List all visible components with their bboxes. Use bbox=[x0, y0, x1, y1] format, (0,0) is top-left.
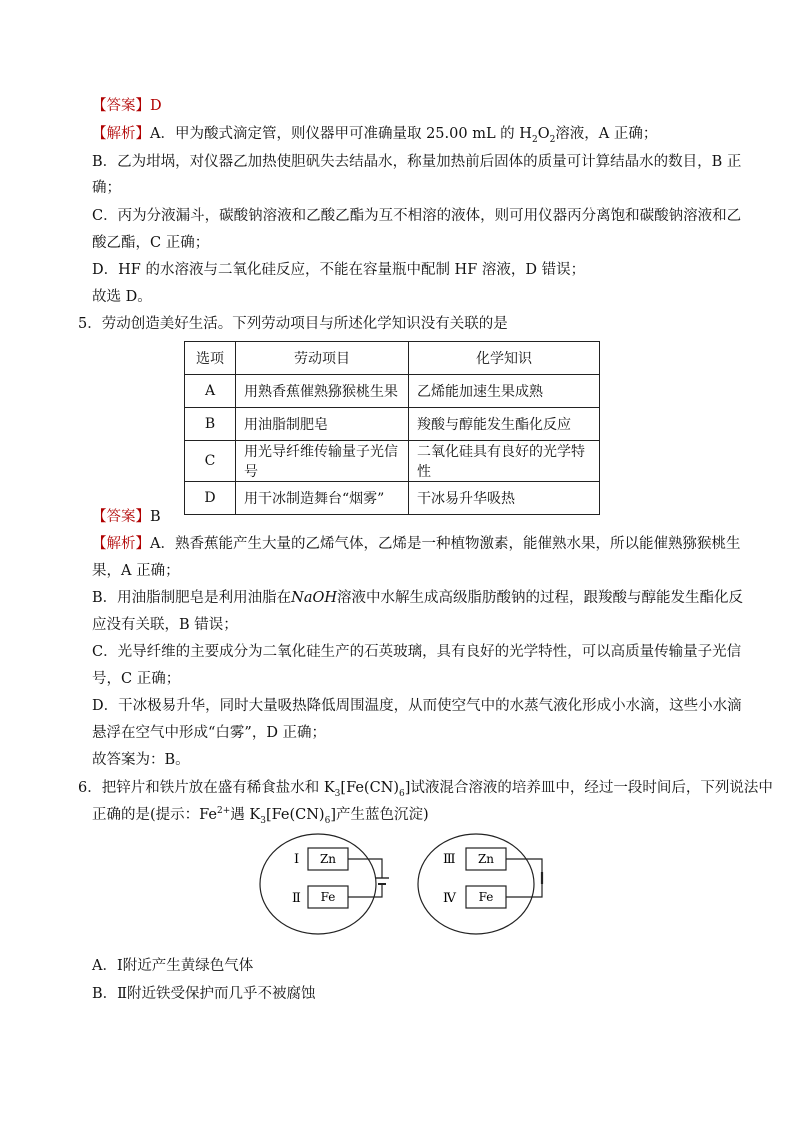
zn-label-right: Zn bbox=[477, 852, 495, 866]
table-header-cell: 劳动项目 bbox=[236, 342, 409, 375]
q5-analysis-b1: B．用油脂制肥皂是利用油脂在NaOH溶液中水解生成高级脂肪酸钠的过程，跟羧酸与醇能发生酯化反 bbox=[92, 590, 744, 606]
answer-value: B bbox=[150, 509, 161, 525]
numeral-iv: Ⅳ bbox=[443, 891, 456, 906]
table-cell: 乙烯能加速生果成熟 bbox=[409, 375, 600, 408]
answer-value: D bbox=[150, 98, 162, 114]
q5-analysis-a1: 【解析】A．熟香蕉能产生大量的乙烯气体，乙烯是一种植物激素，能催熟水果，所以能催熟猕猴桃生 bbox=[92, 536, 741, 552]
table-cell: 用熟香蕉催熟猕猴桃生果 bbox=[236, 375, 409, 408]
q5-analysis-b2: 应没有关联，B 错误； bbox=[92, 617, 238, 633]
answer-tag: 【答案】 bbox=[92, 98, 150, 114]
q4-answer-line bbox=[92, 96, 162, 116]
q4-analysis-d1: D．HF 的水溶液与二氧化硅反应，不能在容量瓶中配制 HF 溶液，D 错误； bbox=[92, 262, 586, 278]
fe-label-right: Fe bbox=[478, 890, 494, 904]
table-row bbox=[185, 408, 600, 441]
q5-table bbox=[184, 341, 600, 515]
q5-analysis-c2: 号，C 正确； bbox=[92, 671, 181, 687]
table-header-cell: 选项 bbox=[185, 342, 236, 375]
analysis-tag: 【解析】 bbox=[92, 536, 150, 552]
q5-analysis-a2: 果，A 正确； bbox=[92, 563, 180, 579]
table-cell: 用干冰制造舞台“烟雾” bbox=[236, 482, 409, 515]
table-cell: 羧酸与醇能发生酯化反应 bbox=[409, 408, 600, 441]
q5-analysis-c1: C．光导纤维的主要成分为二氧化硅生产的石英玻璃，具有良好的光学特性，可以高质量传输量子光信 bbox=[92, 644, 742, 660]
analysis-tag: 【解析】 bbox=[92, 126, 150, 142]
table-cell: 二氧化硅具有良好的光学特性 bbox=[409, 441, 600, 482]
table-row bbox=[185, 482, 600, 515]
table-header-row bbox=[185, 342, 600, 375]
numeral-i: Ⅰ bbox=[294, 852, 300, 867]
fe-label-left: Fe bbox=[320, 890, 336, 904]
numeral-iii: Ⅲ bbox=[443, 852, 456, 867]
wire-bottom-left bbox=[348, 884, 382, 897]
wire-top-left bbox=[348, 859, 382, 878]
electrochem-diagram bbox=[258, 832, 558, 938]
q6-stem-line1: 6．把锌片和铁片放在盛有稀食盐水和 $K_3[Fe(CN)_6]$试液混合溶液的培养皿中，经过一段时间后，下列说法中 bbox=[78, 780, 773, 799]
wire-right bbox=[506, 859, 542, 897]
q6-stem-line2: 正确的是(提示：$Fe^{2+}$遇 $K_3[Fe(CN)_6]$产生蓝色沉淀) bbox=[92, 806, 429, 826]
table-cell: 用油脂制肥皂 bbox=[236, 408, 409, 441]
q5-answer-line bbox=[92, 507, 161, 527]
zn-label-left: Zn bbox=[319, 852, 337, 866]
q4-analysis-b2: 确； bbox=[92, 180, 121, 196]
table-cell: A bbox=[185, 375, 236, 408]
table-cell: 干冰易升华吸热 bbox=[409, 482, 600, 515]
q4-analysis-a: 【解析】A．甲为酸式滴定管，则仪器甲可准确量取 25.00 mL 的 $H_2O_2$溶液，A 正确； bbox=[92, 126, 658, 145]
q4-conclusion: 故选 D。 bbox=[92, 289, 152, 305]
option-b: B．Ⅱ附近铁受保护而几乎不被腐蚀 bbox=[92, 986, 316, 1002]
q5-conclusion: 故答案为：B。 bbox=[92, 752, 190, 768]
table-row bbox=[185, 375, 600, 408]
table-cell: D bbox=[185, 482, 236, 515]
q5-stem: 5．劳动创造美好生活。下列劳动项目与所述化学知识没有关联的是 bbox=[78, 316, 508, 332]
option-a: A．Ⅰ附近产生黄绿色气体 bbox=[92, 958, 254, 974]
table-cell: B bbox=[185, 408, 236, 441]
table-header-cell: 化学知识 bbox=[409, 342, 600, 375]
q5-analysis-d2: 悬浮在空气中形成“白雾”，D 正确； bbox=[92, 725, 327, 741]
table-row bbox=[185, 441, 600, 482]
table-cell: 用光导纤维传输量子光信号 bbox=[236, 441, 409, 482]
answer-tag: 【答案】 bbox=[92, 509, 150, 525]
q4-analysis-c2: 酸乙酯，C 正确； bbox=[92, 235, 210, 251]
table-cell: C bbox=[185, 441, 236, 482]
q5-analysis-d1: D．干冰极易升华，同时大量吸热降低周围温度，从而使空气中的水蒸气液化形成小水滴，这些小水滴 bbox=[92, 698, 742, 714]
q4-analysis-c1: C．丙为分液漏斗，碳酸钠溶液和乙酸乙酯为互不相溶的液体，则可用仪器丙分离饱和碳酸钠溶液和乙 bbox=[92, 208, 742, 224]
numeral-ii: Ⅱ bbox=[292, 891, 301, 906]
q4-analysis-b1: B．乙为坩埚，对仪器乙加热使胆矾失去结晶水，称量加热前后固体的质量可计算结晶水的数目，B 正 bbox=[92, 154, 742, 170]
